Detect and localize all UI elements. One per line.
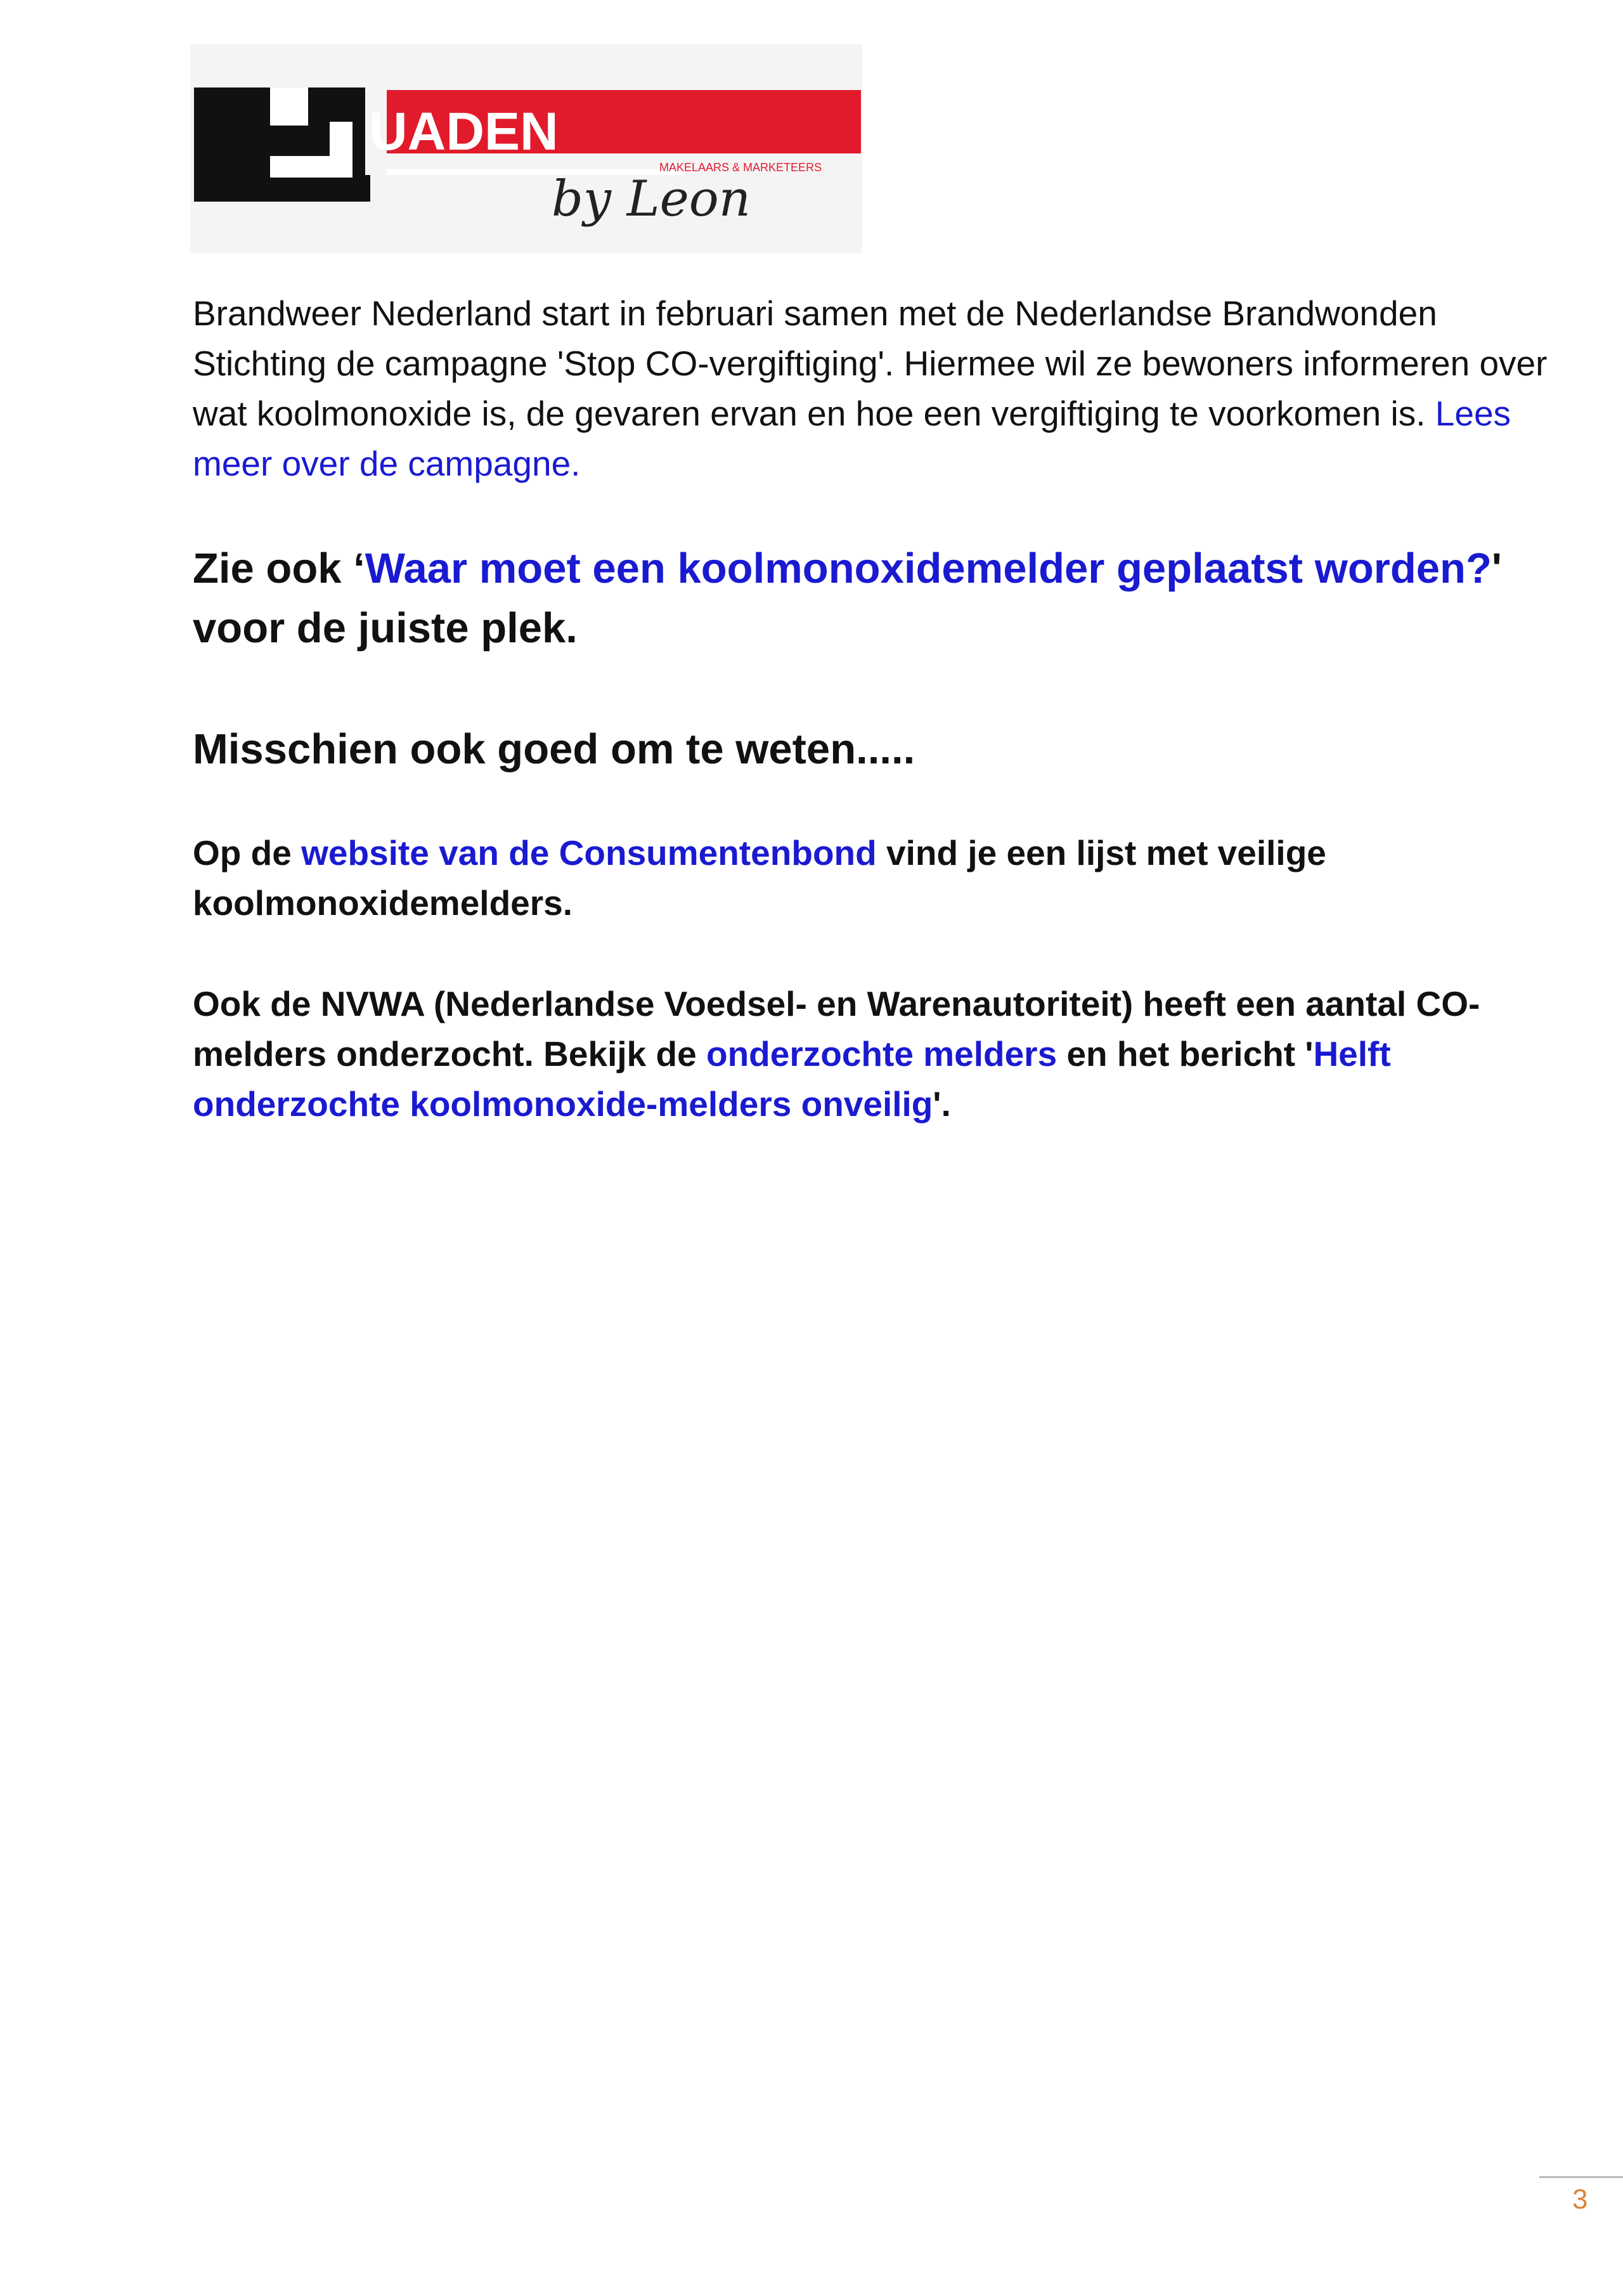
nvwa-prefix: Ook de NVWA (Nederlandse Voedsel- en Warenautoriteit) heeft een aantal CO-melders onderzocht. Bekijk de <box>193 984 1480 1073</box>
page-number: 3 <box>1572 2184 1588 2215</box>
campaign-link[interactable]: Lees meer over de campagne. <box>193 394 1511 483</box>
unsafe-detectors-report-link[interactable]: Helft onderzochte koolmonoxide-melders onveilig <box>193 1034 1391 1124</box>
intro-text: Brandweer Nederland start in februari samen met de Nederlandse Brandwonden Stichting de campagne 'Stop CO-vergiftiging'. Hiermee wil ze bewoners informeren over wat koolmonoxide is, de gevaren ervan en hoe een vergiftiging te voorkomen is. <box>193 294 1548 433</box>
see-also-prefix: Zie ook ‘ <box>193 545 365 592</box>
nvwa-paragraph <box>193 979 1556 1129</box>
see-also-suffix: ' voor de juiste plek. <box>193 545 1502 652</box>
intro-paragraph <box>193 289 1556 489</box>
see-also-paragraph <box>193 539 1556 658</box>
footer-divider <box>1539 2176 1623 2178</box>
logo-brand-text: UADEN <box>369 101 559 161</box>
consumer-prefix: Op de <box>193 833 302 872</box>
consumer-paragraph <box>193 828 1556 928</box>
investigated-detectors-link[interactable]: onderzochte melders <box>706 1034 1057 1073</box>
section-heading: Misschien ook goed om te weten..... <box>193 725 915 773</box>
consumer-suffix: vind je een lijst met veilige koolmonoxidemelders. <box>193 833 1326 923</box>
detector-placement-link[interactable]: Waar moet een koolmonoxidemelder geplaatst worden? <box>365 545 1492 592</box>
nvwa-middle: en het bericht ' <box>1057 1034 1314 1073</box>
logo-signature: by Leon <box>552 171 751 228</box>
consumentenbond-link[interactable]: website van de Consumentenbond <box>301 833 877 872</box>
nvwa-suffix: '. <box>933 1084 951 1124</box>
company-logo <box>190 44 862 254</box>
logo-tagline: MAKELAARS & MARKETEERS <box>659 161 822 174</box>
